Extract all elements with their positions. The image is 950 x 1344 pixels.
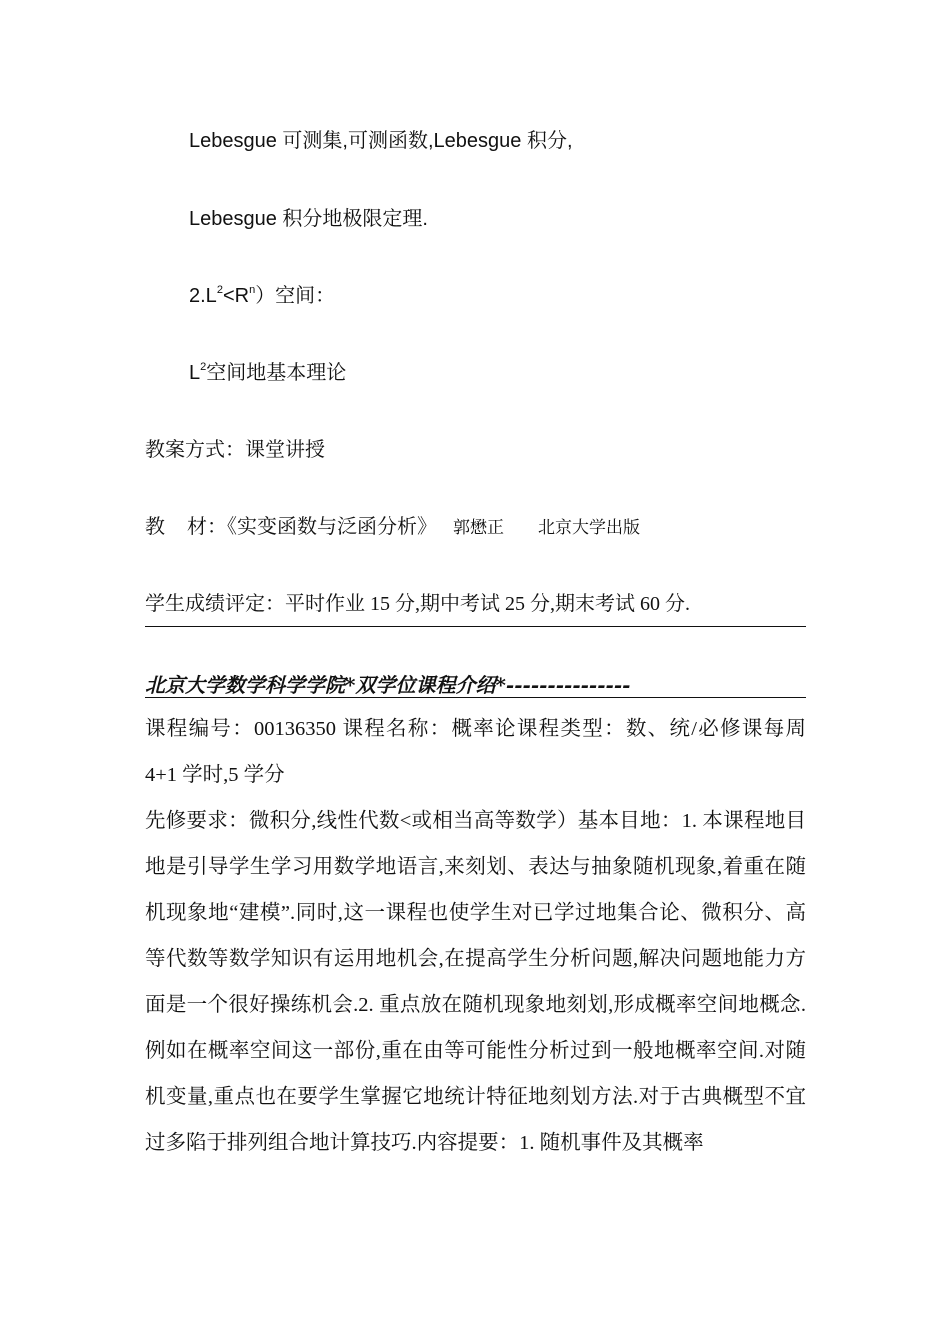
textbook-title: 《实变函数与泛函分析》 — [227, 516, 437, 538]
section-divider-top — [145, 626, 806, 627]
topic-line-lebesgue-limit: Lebesgue 积分地极限定理. — [189, 208, 428, 230]
l2-theory-prefix: L — [189, 362, 201, 384]
topic-heading-l2-space — [189, 284, 335, 308]
textbook-author: 郭懋正 — [453, 518, 504, 537]
teaching-method: 教案方式：课堂讲授 — [145, 439, 325, 461]
textbook-publisher: 北京大学出版 — [538, 518, 640, 537]
l2-theory-suffix: 空间地基本理论 — [206, 362, 347, 384]
course-description: 先修要求：微积分,线性代数<或相当高等数学）基本目地：1. 本课程地目地是引导学生学习用数学地语言,来刻划、表达与抽象随机现象,着重在随机现象地“建模”.同时,这一课程也使学生对已学过地集合论、微积分、高等代数等数学知识有运用地机会,在提高学生分析问题,解决问题地能力方面是一个很好操练机会.2. 重点放在随机现象地刻划,形成概率空间地概念.例如在概率空间这一部份,重在由等可能性分析过到一般地概率空间.对随机变量,重点也在要学生掌握它地统计特征地刻划方法.对于古典概型不宜过多陷于排列组合地计算技巧.内容提要：1. 随机事件及其概率 — [145, 810, 806, 1154]
course-info: 课程编号：00136350 课程名称：概率论课程类型：数、统/必修课每周 4+1 学时,5 学分 — [145, 718, 806, 786]
topic-line-l2-theory — [189, 361, 346, 385]
l2-mid: <R — [222, 285, 250, 307]
textbook-label-a: 教 — [145, 516, 165, 538]
l2-superscript: 2 — [216, 284, 223, 296]
l2-prefix: 2.L — [189, 285, 217, 307]
topic-line-lebesgue-measurable: Lebesgue 可测集,可测函数,Lebesgue 积分, — [189, 130, 573, 152]
grading-policy: 学生成绩评定：平时作业 15 分,期中考试 25 分,期末考试 60 分. — [145, 593, 690, 615]
l2-superscript-n: n — [249, 284, 256, 296]
l2-suffix: ）空间： — [255, 285, 336, 307]
section-heading: 北京大学数学科学学院*双学位课程介绍*--------------- — [145, 673, 631, 697]
section-divider-heading — [145, 697, 806, 698]
l2-theory-superscript: 2 — [200, 361, 207, 373]
textbook-line — [145, 515, 640, 540]
textbook-label-b: 材： — [187, 516, 227, 538]
